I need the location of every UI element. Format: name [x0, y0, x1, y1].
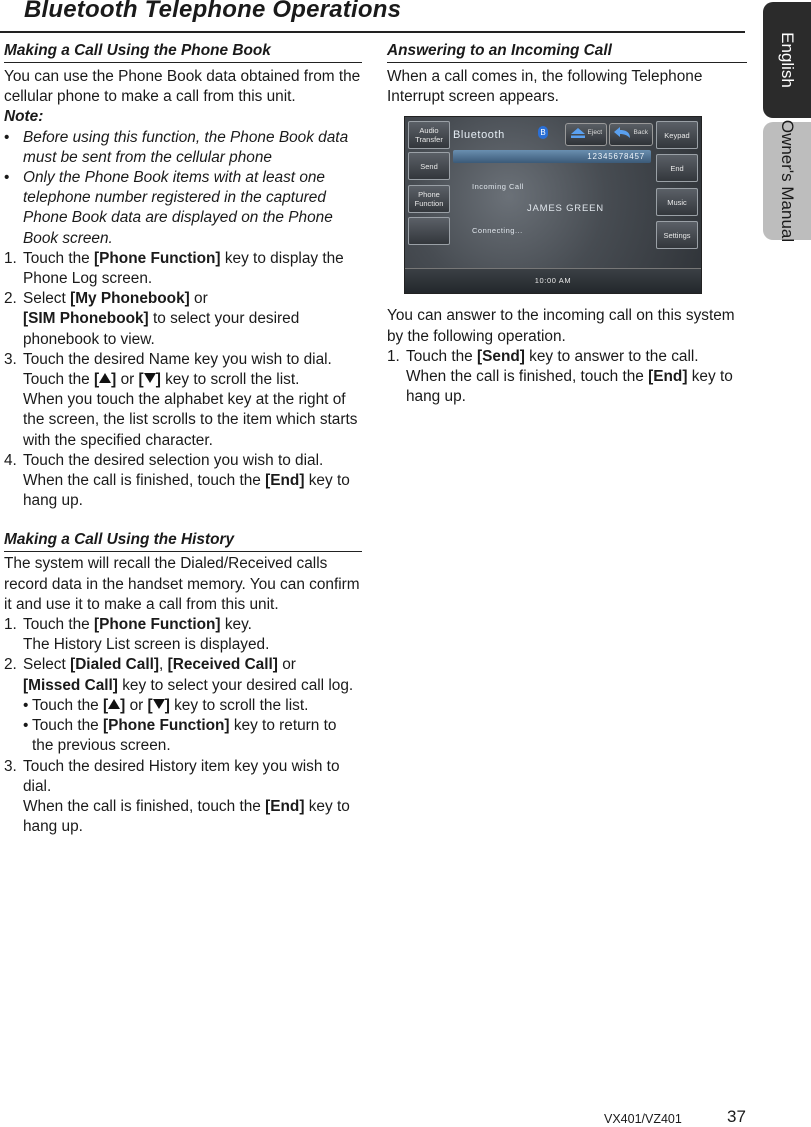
section-heading-phone-book: Making a Call Using the Phone Book: [4, 40, 362, 63]
step-item: 1. Touch the [Send] key to answer to the call. When the call is finished, touch the [End] key to hang up.: [387, 347, 733, 406]
connecting-status: Connecting...: [472, 226, 523, 236]
note-label: Note:: [4, 108, 44, 126]
phone-book-steps: [4, 249, 362, 512]
phone-number-display: 12345678457: [453, 150, 651, 163]
model-number: VX401/VZ401: [604, 1112, 682, 1126]
eject-button[interactable]: [565, 123, 607, 146]
blank-button: [408, 217, 450, 245]
step-item: 1. Touch the [Phone Function] key. The History List screen is displayed.: [4, 616, 270, 654]
settings-button[interactable]: Settings: [656, 221, 698, 249]
page-title: Bluetooth Telephone Operations: [24, 0, 402, 23]
incoming-call-intro: When a call comes in, the following Telephone Interrupt screen appears.: [387, 68, 703, 106]
tab-english-label: English: [778, 32, 797, 88]
down-arrow-icon: [153, 699, 165, 709]
tab-manual-label: Owner's Manual: [778, 119, 797, 243]
sub-bullet: • Touch the [Phone Function] key to return to the previous screen.: [23, 716, 362, 756]
section-heading-incoming-call: Answering to an Incoming Call: [387, 40, 747, 63]
step-item: 2. Select [My Phonebook] or [SIM Phonebook] to select your desired phonebook to view.: [4, 290, 300, 348]
answer-intro: You can answer to the incoming call on this system by the following operation.: [387, 307, 735, 345]
incoming-call-status: Incoming Call: [472, 182, 524, 192]
history-steps: [4, 615, 362, 837]
tab-english: [763, 2, 811, 118]
back-arrow-icon: [614, 127, 632, 139]
eject-icon: [570, 127, 586, 139]
music-button[interactable]: Music: [656, 188, 698, 216]
back-button[interactable]: [609, 123, 653, 146]
eject-label: Eject: [587, 129, 602, 137]
note-item: • Only the Phone Book items with at least one telephone number registered in the captured Phone Book data are displayed on the Phone Book screen.: [4, 168, 362, 249]
telephone-interrupt-screen: [404, 116, 702, 294]
note-item: • Before using this function, the Phone Book data must be sent from the cellular phone: [4, 128, 362, 168]
right-column: [387, 40, 747, 407]
clock-display: 10:00 AM: [405, 268, 701, 293]
end-button[interactable]: End: [656, 154, 698, 182]
phone-function-button[interactable]: Phone Function: [408, 185, 450, 213]
caller-name: JAMES GREEN: [527, 203, 604, 215]
audio-transfer-button[interactable]: Audio Transfer: [408, 121, 450, 149]
title-rule: [0, 31, 745, 33]
step-item: 2. Select [Dialed Call], [Received Call] or [Missed Call] key to select your desired call log. • Touch the [ ] or [ ] key to scroll the list. • Touch the [Phone Function] key to return to the previous screen.: [4, 655, 362, 756]
screen-title: Bluetooth: [453, 129, 505, 142]
left-column: [4, 40, 362, 837]
step-item: 4. Touch the desired selection you wish to dial. When the call is finished, touch the [End] key to hang up.: [4, 451, 350, 510]
sub-bullet: • Touch the [ ] or [ ] key to scroll the list.: [23, 696, 362, 716]
page-number: 37: [727, 1107, 746, 1126]
tab-owners-manual: [763, 119, 811, 243]
history-intro: The system will recall the Dialed/Received calls record data in the handset memory. You can confirm it and use it to make a call from this unit.: [4, 555, 360, 613]
up-arrow-icon: [99, 373, 111, 383]
phone-book-intro: You can use the Phone Book data obtained from the cellular phone to make a call from this unit.: [4, 68, 361, 106]
step-item: 1. Touch the [Phone Function] key to display the Phone Log screen.: [4, 249, 344, 288]
back-label: Back: [633, 129, 648, 137]
keypad-button[interactable]: Keypad: [656, 121, 698, 149]
answer-steps: [387, 347, 747, 408]
down-arrow-icon: [144, 373, 156, 383]
up-arrow-icon: [108, 699, 120, 709]
send-button[interactable]: Send: [408, 152, 450, 180]
step-item: 3. Touch the desired History item key you wish to dial. When the call is finished, touch the [End] key to hang up.: [4, 757, 350, 836]
bluetooth-icon: B: [538, 126, 548, 139]
note-list: [4, 128, 362, 249]
section-heading-history: Making a Call Using the History: [4, 529, 362, 552]
step-item: 3. Touch the desired Name key you wish to dial. Touch the [ ] or [ ] key to scroll the list. When you touch the alphabet key at the right of the screen, the list scrolls to the item which starts with the specified character.: [4, 350, 358, 449]
